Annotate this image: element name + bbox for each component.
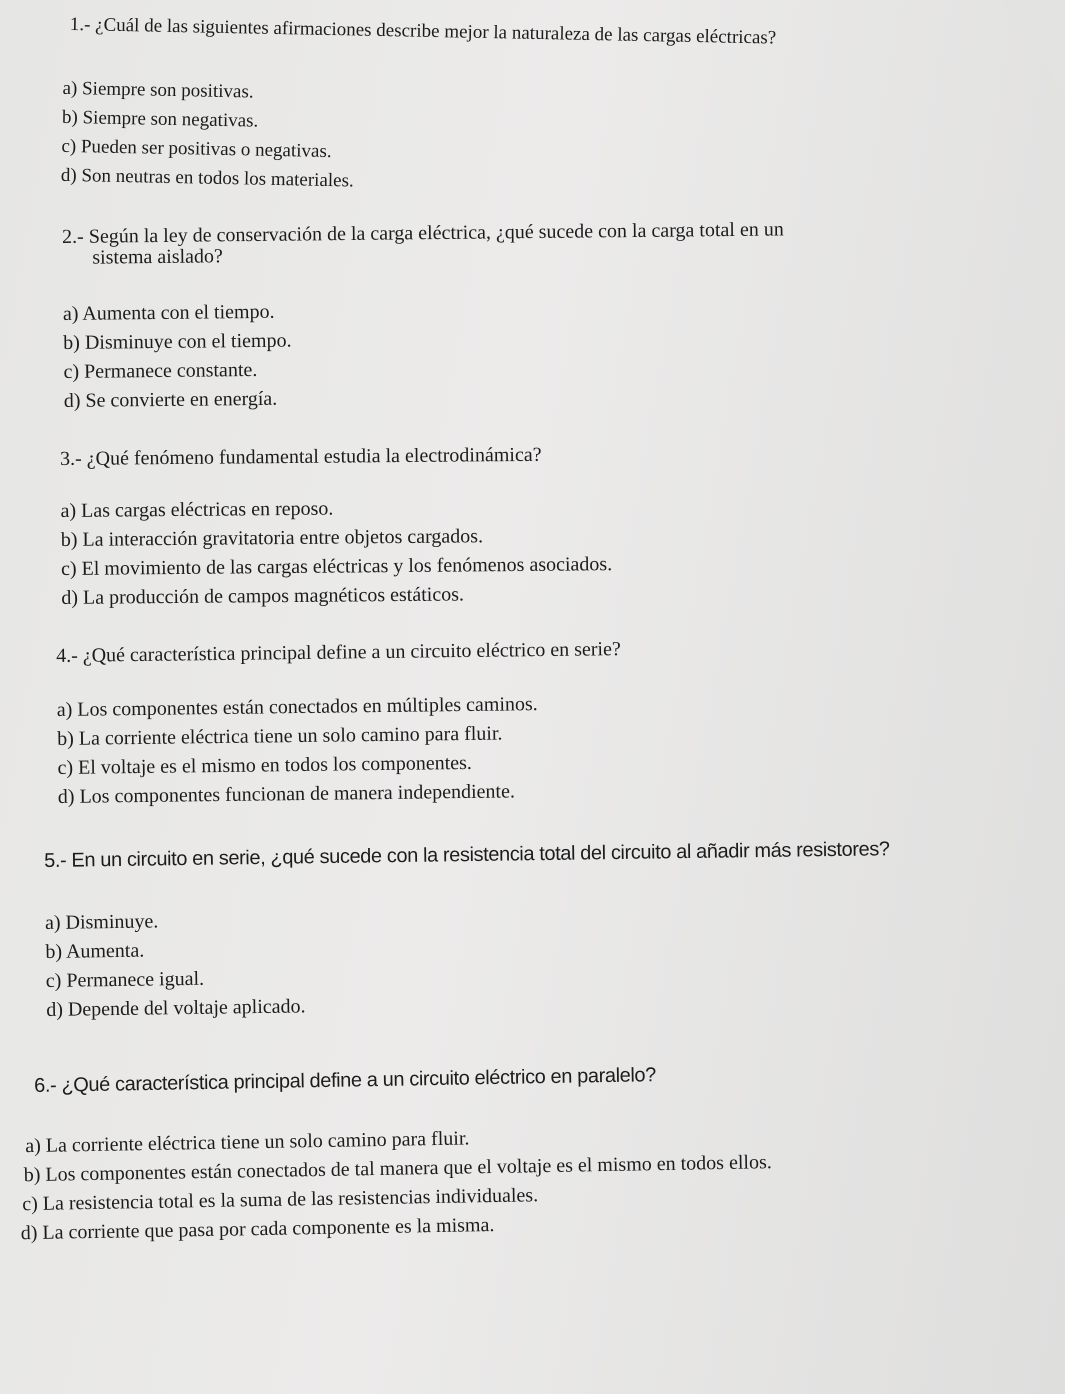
- question-2-option-a: a) Aumenta con el tiempo.: [62, 300, 275, 325]
- question-6-option-b: b) Los componentes están conectados de tal manera que el voltaje es el mismo en todos ellos.: [23, 1151, 772, 1187]
- question-5-option-d: d) Depende del voltaje aplicado.: [46, 995, 306, 1021]
- question-1-stem: 1.- ¿Cuál de las siguientes afirmaciones describe mejor la naturaleza de las cargas eléctricas?: [69, 14, 777, 49]
- question-4-stem: 4.- ¿Qué característica principal define a un circuito eléctrico en serie?: [56, 638, 621, 667]
- question-2-stem: 2.- Según la ley de conservación de la carga eléctrica, ¿qué sucede con la carga total en un: [62, 218, 784, 248]
- question-5-option-a: a) Disminuye.: [44, 910, 159, 934]
- question-6-option-d: d) La corriente que pasa por cada componente es la misma.: [20, 1213, 495, 1245]
- question-2-stem-continued: sistema aislado?: [92, 245, 223, 269]
- question-3-option-a: a) Las cargas eléctricas en reposo.: [60, 497, 334, 522]
- question-3-option-b: b) La interacción gravitatoria entre objetos cargados.: [60, 525, 484, 551]
- question-1: [60, 14, 777, 204]
- question-5: [44, 838, 892, 1025]
- question-5-option-c: c) Permanece igual.: [45, 967, 205, 992]
- question-3-option-d: d) La producción de campos magnéticos estáticos.: [61, 583, 465, 609]
- question-4-option-d: d) Los componentes funcionan de manera independiente.: [57, 780, 516, 808]
- question-1-option-b: b) Siempre son negativas.: [61, 106, 259, 132]
- question-2: [62, 218, 786, 416]
- question-2-option-d: d) Se convierte en energía.: [63, 387, 278, 412]
- question-1-option-a: a) Siempre son positivas.: [62, 77, 254, 103]
- question-2-option-b: b) Disminuye con el tiempo.: [63, 329, 292, 354]
- question-1-option-c: c) Pueden ser positivas o negativas.: [61, 135, 332, 163]
- question-6-option-a: a) La corriente eléctrica tiene un solo camino para fluir.: [25, 1127, 470, 1158]
- question-6: [20, 1062, 773, 1248]
- question-4-option-b: b) La corriente eléctrica tiene un solo camino para fluir.: [57, 722, 503, 750]
- question-2-option-c: c) Permanece constante.: [63, 358, 258, 383]
- question-1-option-d: d) Son neutras en todos los materiales.: [60, 164, 354, 192]
- question-3-stem: 3.- ¿Qué fenómeno fundamental estudia la electrodinámica?: [60, 443, 542, 470]
- question-6-stem: 6.- ¿Qué característica principal define a un circuito eléctrico en paralelo?: [34, 1064, 657, 1097]
- question-4-option-c: c) El voltaje es el mismo en todos los componentes.: [57, 751, 472, 779]
- question-6-option-c: c) La resistencia total es la suma de las resistencias individuales.: [22, 1184, 539, 1216]
- question-5-option-b: b) Aumenta.: [45, 939, 145, 963]
- question-3-option-c: c) El movimiento de las cargas eléctricas y los fenómenos asociados.: [60, 553, 613, 580]
- question-4-option-a: a) Los componentes están conectados en múltiples caminos.: [56, 693, 538, 721]
- question-3: [60, 443, 613, 613]
- question-5-stem: 5.- En un circuito en serie, ¿qué sucede con la resistencia total del circuito al añadir más resistores?: [44, 838, 890, 872]
- question-4: [56, 638, 623, 812]
